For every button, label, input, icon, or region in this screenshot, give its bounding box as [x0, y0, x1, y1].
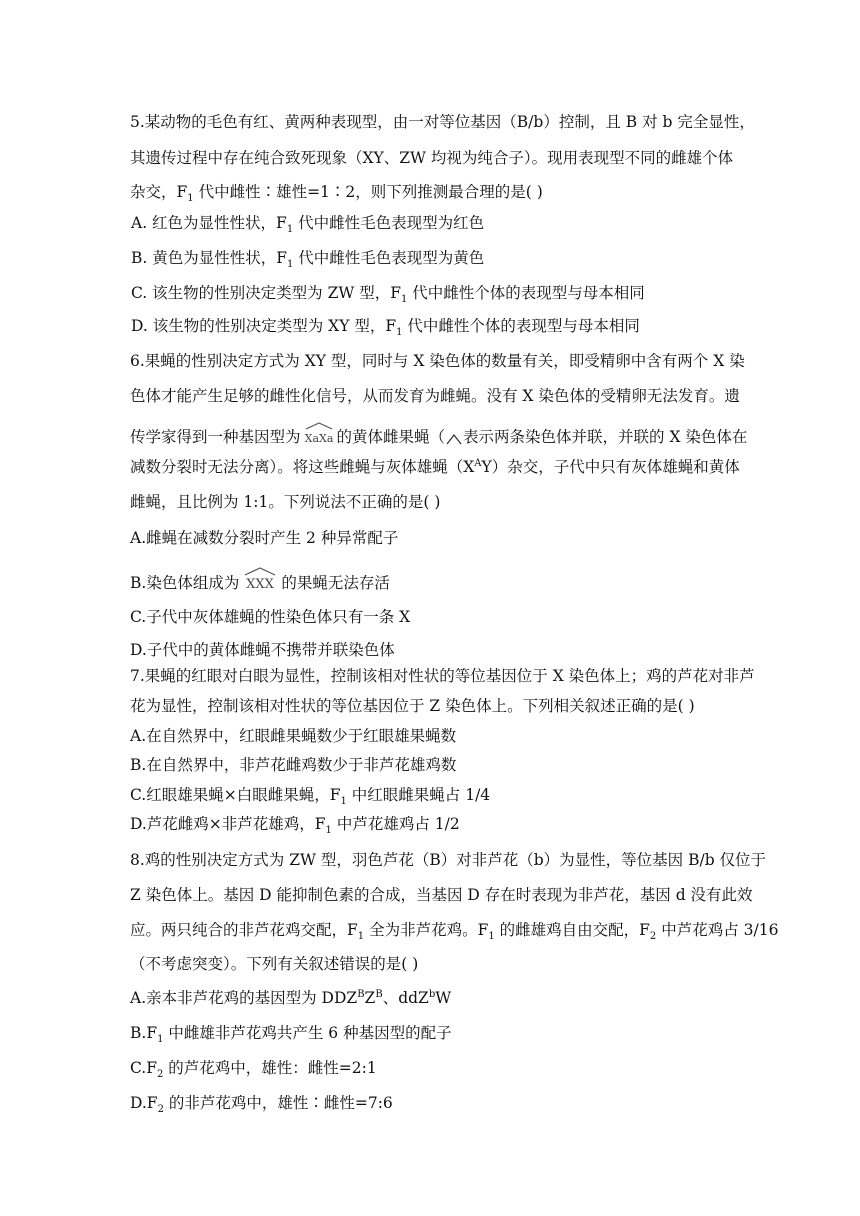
q8-stem-line-1: 8.鸡的性别决定方式为 ZW 型，羽色芦花（B）对非芦花（b）为显性，等位基因 B/b 仅位于	[130, 851, 767, 869]
text: 的雌雄鸡自由交配，F	[494, 921, 650, 939]
q8-option-b	[130, 1023, 452, 1046]
text: B.染色体组成为	[130, 574, 240, 592]
q5-stem-line-2: 其遗传过程中存在纯合致死现象（XY、ZW 均视为纯合子）。现用表现型不同的雌雄个体	[130, 149, 734, 167]
q6-stem-line-1: 6.果蝇的性别决定方式为 XY 型，同时与 X 染色体的数量有关，即受精卵中含有两个 X 染	[130, 352, 745, 370]
text: 代中雌性∶雄性=1∶2，则下列推测最合理的是( )	[193, 183, 543, 201]
q6-stem-line-4	[130, 457, 740, 477]
text: 代中雌性个体的表现型与母本相同	[407, 284, 645, 302]
superscript: A	[474, 457, 482, 469]
subscript: 1	[357, 931, 365, 943]
q8-option-a	[130, 988, 451, 1008]
text: 代中雌性毛色表现型为红色	[293, 214, 485, 232]
text: B. 黄色为显性性状，F	[131, 249, 287, 267]
text: 传学家得到一种基因型为	[130, 428, 301, 446]
text: Y）杂交，子代中只有灰体雄蝇和黄体	[481, 458, 740, 476]
q7-option-c	[130, 785, 491, 808]
text: 的果蝇无法存活	[281, 574, 390, 592]
subscript: 1	[400, 294, 408, 306]
subscript: 2	[649, 931, 657, 943]
text: C.F	[130, 1059, 157, 1077]
q6-stem-line-3	[130, 422, 747, 447]
text: 杂交，F	[130, 183, 188, 201]
subscript: 1	[488, 931, 495, 943]
superscript: B	[375, 988, 383, 1000]
subscript: 1	[325, 825, 332, 837]
q8-stem-line-4: （不考虑突变）。下列有关叙述错误的是( )	[130, 955, 419, 973]
q6-stem-line-2: 色体才能产生足够的雌性化信号，从而发育为雌蝇。没有 X 染色体的受精卵无法发育。遗	[130, 387, 740, 405]
subscript: 1	[287, 259, 294, 271]
q8-option-d	[130, 1093, 393, 1116]
text: 应。两只纯合的非芦花鸡交配，F	[130, 921, 358, 939]
q8-stem-line-3	[130, 920, 779, 943]
xxx-label: XXX	[246, 577, 275, 592]
text: D. 该生物的性别决定类型为 XY 型，F	[131, 317, 397, 335]
attachment-caret-icon	[446, 432, 462, 446]
subscript: 2	[157, 1069, 164, 1081]
subscript: 1	[187, 193, 194, 205]
q6-option-d: D.子代中的黄体雌蝇不携带并联染色体	[130, 641, 395, 659]
q7-option-d	[130, 814, 460, 837]
text: 、ddZ	[382, 989, 429, 1007]
subscript: 1	[286, 224, 294, 236]
attached-xxx-symbol	[240, 566, 280, 592]
superscript: b	[428, 988, 436, 1000]
q5-option-c	[131, 283, 645, 306]
q5-option-a	[131, 213, 485, 236]
q5-option-b	[131, 248, 485, 271]
subscript: 1	[340, 796, 347, 808]
text: W	[435, 989, 452, 1007]
text: 的芦花鸡中，雄性：雌性=2:1	[163, 1059, 377, 1077]
text: 减数分裂时无法分离）。将这些雌蝇与灰体雄蝇（X	[130, 458, 475, 476]
text: Z	[364, 989, 376, 1007]
q6-option-b	[130, 566, 390, 593]
text: 代中雌性毛色表现型为黄色	[293, 249, 485, 267]
subscript: 2	[157, 1104, 164, 1116]
text: D.芦花雌鸡×非芦花雄鸡，F	[130, 815, 326, 833]
q6-stem-line-5: 雌蝇，且比例为 1:1。下列说法不正确的是( )	[130, 493, 441, 511]
q7-option-a: A.在自然界中，红眼雌果蝇数少于红眼雄果蝇数	[130, 727, 457, 745]
text: 表示两条染色体并联，并联的 X 染色体在	[463, 428, 748, 446]
q6-option-a: A.雌蝇在减数分裂时产生 2 种异常配子	[130, 529, 399, 547]
q5-stem-line-3	[130, 182, 543, 205]
q8-stem-line-2: Z 染色体上。基因 D 能抑制色素的合成，当基因 D 存在时表现为非芦花，基因 d 没有此效	[130, 886, 753, 904]
q5-option-d	[131, 316, 640, 339]
genotype-label: XaXa	[304, 432, 333, 445]
subscript: 1	[157, 1034, 164, 1046]
text: D.F	[130, 1094, 158, 1112]
superscript: B	[357, 988, 365, 1000]
text: 代中雌性个体的表现型与母本相同	[402, 317, 640, 335]
text: B.F	[130, 1024, 158, 1042]
q7-option-b: B.在自然界中，非芦花雌鸡数少于非芦花雄鸡数	[130, 756, 457, 774]
attached-xx-genotype-symbol	[302, 422, 336, 446]
q8-option-c	[130, 1058, 377, 1081]
text: 中红眼雌果蝇占 1/4	[346, 786, 491, 804]
q7-stem-line-1: 7.果蝇的红眼对白眼为显性，控制该相对性状的等位基因位于 X 染色体上；鸡的芦花对非芦	[130, 667, 755, 685]
text: 中芦花雄鸡占 1/2	[331, 815, 460, 833]
text: 中雌雄非芦花鸡共产生 6 种基因型的配子	[163, 1024, 452, 1042]
text: A. 红色为显性性状，F	[131, 214, 287, 232]
q6-option-c: C.子代中灰体雄蝇的性染色体只有一条 X	[130, 608, 411, 626]
text: 的非芦花鸡中，雄性∶雌性=7:6	[163, 1094, 393, 1112]
text: 的黄体雌果蝇（	[336, 428, 446, 446]
subscript: 1	[396, 327, 403, 339]
text: 中芦花鸡占 3/16	[656, 921, 779, 939]
text: 全为非芦花鸡。F	[364, 921, 489, 939]
text: C. 该生物的性别决定类型为 ZW 型，F	[131, 284, 401, 302]
q7-stem-line-2: 花为显性，控制该相对性状的等位基因位于 Z 染色体上。下列相关叙述正确的是( )	[130, 697, 695, 715]
text: A.亲本非芦花鸡的基因型为 DDZ	[130, 989, 358, 1007]
text: C.红眼雄果蝇×白眼雌果蝇，F	[130, 786, 341, 804]
q5-stem-line-1: 5.某动物的毛色有红、黄两种表现型，由一对等位基因（B/b）控制，且 B 对 b 完全显性，	[130, 113, 755, 131]
